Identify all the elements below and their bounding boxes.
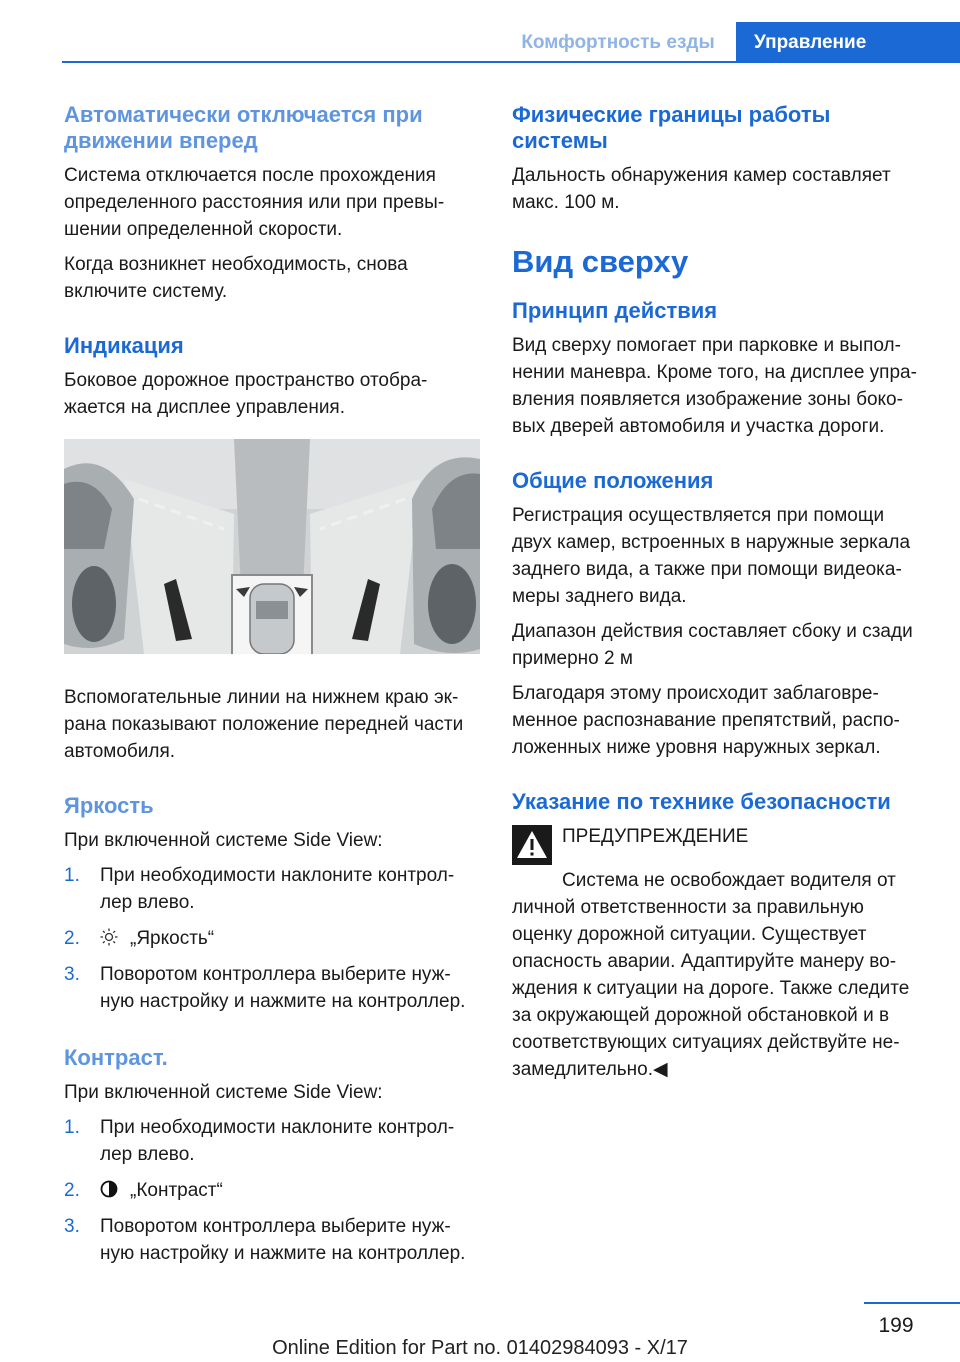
step-number: 2.	[64, 928, 80, 949]
brightness-step-1	[64, 862, 484, 916]
brightness-steps	[64, 862, 484, 1015]
step-number: 1.	[64, 865, 80, 886]
indication-heading: Индикация	[64, 333, 184, 358]
brightness-heading: Яркость	[64, 793, 154, 818]
limits-heading: Физические границы работы системы	[512, 102, 831, 153]
general-paragraph-2: Диапазон действия составляет сбоку и сзади примерно 2 м	[512, 621, 913, 669]
general-heading: Общие положения	[512, 468, 714, 493]
step-text: Поворотом контроллера выберите нуж‐ную настройку и нажмите на контроллер.	[100, 964, 466, 1012]
limits-paragraph: Дальность обнаружения камер составляет макс. 100 м.	[512, 165, 891, 213]
right-column	[512, 102, 928, 1091]
step-text: „Контраст“	[130, 1180, 223, 1201]
step-text: „Яркость“	[130, 928, 215, 949]
page-header	[0, 22, 960, 62]
indication-paragraph: Боковое дорожное пространство отобра‐жается на дисплее управления.	[64, 370, 428, 418]
contrast-heading: Контраст.	[64, 1045, 168, 1070]
step-number: 3.	[64, 964, 80, 985]
page-number: 199	[878, 1314, 914, 1337]
contrast-step-3	[64, 1213, 484, 1267]
auto-off-paragraph-2: Когда возникнет необходимость, снова включите систему.	[64, 254, 408, 302]
footer-rule	[864, 1302, 960, 1304]
warning-icon	[512, 825, 552, 865]
auto-off-paragraph-1: Система отключается после прохождения определенного расстояния или при превы‐шении определенной скорости.	[64, 165, 445, 240]
step-text: При необходимости наклоните контрол‐лер влево.	[100, 1117, 455, 1165]
safety-heading: Указание по технике безопасности	[512, 789, 891, 814]
left-column	[64, 102, 484, 1277]
figure-caption: Вспомогательные линии на нижнем краю эк‐рана показывают положение передней части автомобиля.	[64, 687, 464, 762]
step-number: 1.	[64, 1117, 80, 1138]
warning-label: ПРЕДУПРЕЖДЕНИЕ	[562, 826, 749, 847]
brightness-intro: При включенной системе Side View:	[64, 830, 383, 851]
general-paragraph-1: Регистрация осуществляется при помощи двух камер, встроенных в наружные зеркала заднего вида, а также при помощи видеока‐меры заднего вида.	[512, 505, 911, 607]
header-tab: Управление	[736, 22, 960, 63]
contrast-step-1	[64, 1114, 484, 1168]
warning-block	[512, 823, 928, 867]
contrast-step-2	[64, 1177, 484, 1204]
header-section: Комфортность езды	[521, 32, 715, 53]
step-text: Поворотом контроллера выберите нуж‐ную настройку и нажмите на контроллер.	[100, 1216, 466, 1264]
side-view-illustration	[64, 439, 480, 661]
principle-paragraph: Вид сверху помогает при парковке и выпол‐нении маневра. Кроме того, на дисплее упра‐вления появляется изображение зоны боко‐вых дверей автомобиля и участка дороги.	[512, 335, 917, 437]
edition-footer: Online Edition for Part no. 01402984093 - X/17	[272, 1337, 688, 1359]
general-paragraph-3: Благодаря этому происходит заблаговре‐менное распознавание препятствий, распо‐ложенных ниже уровня наружных зеркал.	[512, 683, 900, 758]
brightness-icon	[100, 928, 118, 946]
brightness-step-3	[64, 961, 484, 1015]
brightness-step-2	[64, 925, 484, 952]
warning-text: Система не освобождает водителя от личной ответственности за правильную оценку дорожной ситуации. Существует опасность аварии. Адаптируйте манеру во‐ждения к ситуации на дороге. Также следите за окружающей дорожной обстановкой и в соответствующих ситуациях действуйте не‐замедлительно.◀	[512, 870, 910, 1080]
principle-heading: Принцип действия	[512, 298, 718, 323]
contrast-steps	[64, 1114, 484, 1267]
step-number: 2.	[64, 1180, 80, 1201]
step-text: При необходимости наклоните контрол‐лер влево.	[100, 865, 455, 913]
step-number: 3.	[64, 1216, 80, 1237]
top-view-title: Вид сверху	[512, 244, 689, 279]
header-rule	[62, 61, 960, 63]
contrast-icon	[100, 1180, 118, 1198]
auto-off-heading: Автоматически отключается при движении вперед	[64, 102, 423, 153]
contrast-intro: При включенной системе Side View:	[64, 1082, 383, 1103]
